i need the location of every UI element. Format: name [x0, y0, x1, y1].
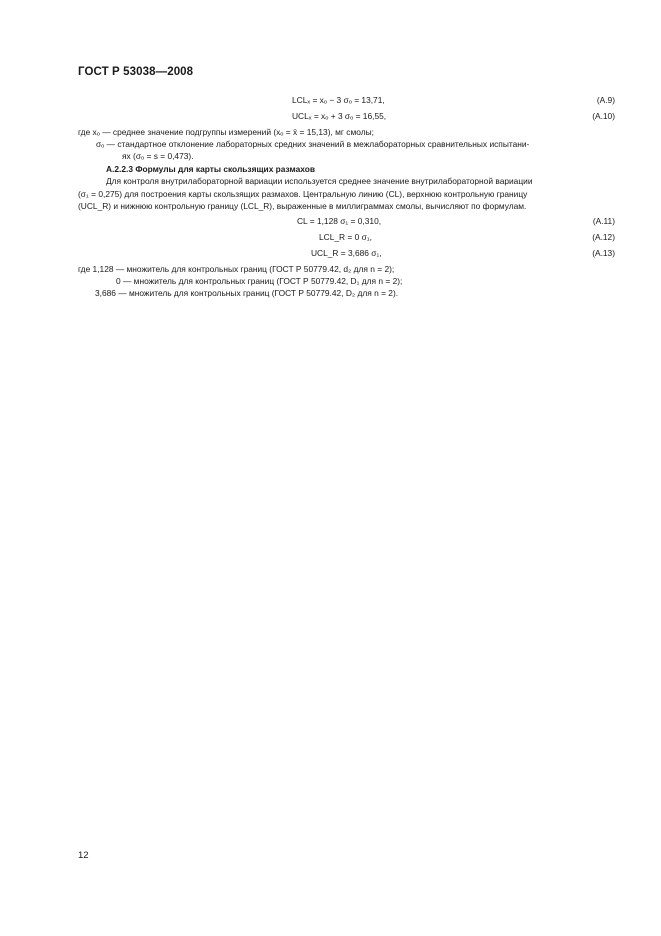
formula-number: (А.12)	[592, 232, 615, 242]
where-line: где 1,128 — множитель для контрольных границ (ГОСТ Р 50779.42, d₂ для n = 2);	[78, 264, 395, 274]
formula-a10	[0, 111, 615, 122]
formula-text: LCL_R = 0 σ₁,	[319, 232, 372, 242]
formula-number: (А.10)	[592, 111, 615, 121]
where-line: 0 — множитель для контрольных границ (ГОСТ Р 50779.42, D₁ для n = 2);	[116, 276, 403, 286]
formula-text: LCLₓ = xₒ − 3 σₒ = 13,71,	[292, 95, 385, 105]
formula-number: (А.11)	[592, 216, 615, 226]
section-heading: А.2.2.3 Формулы для карты скользящих размахов	[106, 164, 315, 174]
formula-a9	[0, 95, 615, 106]
formula-a13	[0, 248, 615, 259]
formula-number: (А.13)	[592, 248, 615, 258]
document-header: ГОСТ Р 53038—2008	[78, 66, 194, 78]
paragraph-line: (σ₁ = 0,275) для построения карты скользящих размахов. Центральную линию (CL), верхнюю контрольную границу	[78, 189, 528, 199]
formula-a12	[0, 232, 615, 243]
page-number: 12	[78, 850, 89, 861]
formula-text: UCL_R = 3,686 σ₁,	[311, 248, 382, 258]
formula-text: CL = 1,128 σ₁ = 0,310,	[297, 216, 382, 226]
where-line: σₒ — стандартное отклонение лабораторных средних значений в межлабораторных сравнительных испытани-	[96, 139, 530, 149]
where-line: 3,686 — множитель для контрольных границ (ГОСТ Р 50779.42, D₂ для n = 2).	[95, 288, 399, 298]
paragraph-line: (UCL_R) и нижнюю контрольную границу (LCL_R), выраженные в миллиграммах смолы, вычисляют по формулам.	[78, 201, 527, 211]
formula-a11	[0, 216, 615, 227]
formula-text: UCLₓ = xₒ + 3 σₒ = 16,55,	[292, 111, 387, 121]
paragraph-line: Для контроля внутрилабораторной вариации используется среднее значение внутрилабораторной вариации	[106, 176, 533, 186]
where-line: где xₒ — среднее значение подгруппы измерений (xₒ = x̄ = 15,13), мг смолы;	[78, 127, 374, 137]
formula-number: (А.9)	[596, 95, 615, 105]
where-line: ях (σₒ = s = 0,473).	[122, 151, 194, 161]
